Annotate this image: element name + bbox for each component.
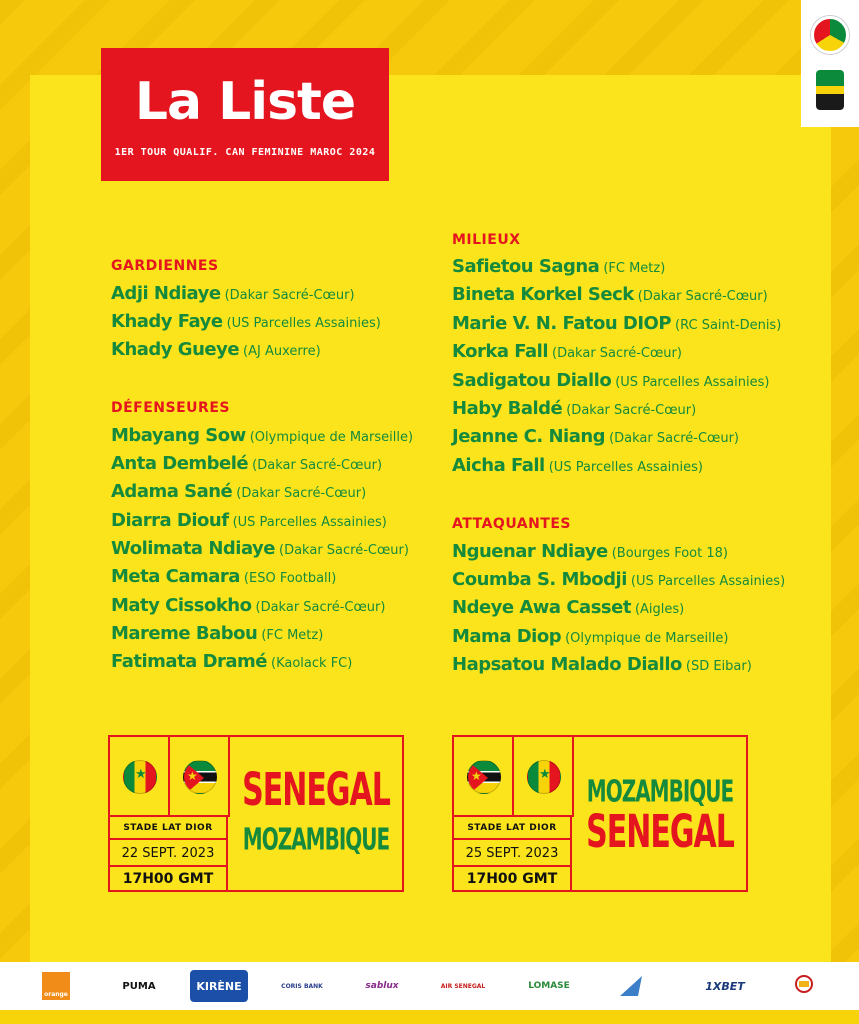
sail-logo-icon (616, 972, 646, 1000)
player-club: (FC Metz) (261, 628, 324, 643)
player-item (111, 481, 366, 502)
fsf-logo-icon (811, 16, 849, 54)
flag-cell (110, 737, 170, 817)
match-card (108, 735, 404, 892)
match-team-home: MOZAMBIQUE (586, 773, 734, 809)
player-name: Haby Baldé (452, 398, 563, 419)
player-name: Adji Ndiaye (111, 283, 221, 304)
flag-cell (170, 737, 230, 817)
player-club: (Olympique de Marseille) (249, 430, 414, 445)
player-name: Hapsatou Malado Diallo (452, 654, 682, 675)
lomase-logo: LOMASE (528, 981, 570, 991)
player-name: Korka Fall (452, 341, 548, 362)
player-club: (Dakar Sacré-Cœur) (255, 600, 386, 615)
player-club: (FC Metz) (603, 261, 666, 276)
player-item (111, 538, 409, 559)
player-item (452, 541, 728, 562)
player-item (452, 626, 728, 647)
page-title: La Liste (134, 72, 356, 132)
footer-strip (0, 1010, 859, 1024)
match-date: 22 SEPT. 2023 (110, 840, 228, 867)
player-name: Fatimata Dramé (111, 651, 268, 672)
senegal-flag-icon (527, 760, 561, 794)
player-club: (ESO Football) (243, 571, 337, 586)
player-item (452, 284, 768, 305)
player-club: (AJ Auxerre) (243, 344, 321, 359)
player-name: Khady Gueye (111, 339, 240, 360)
match-time: 17H00 GMT (454, 867, 572, 892)
player-name: Marie V. N. Fatou DIOP (452, 313, 672, 334)
player-item (452, 569, 785, 590)
match-venue: STADE LAT DIOR (454, 817, 572, 840)
sablux-logo: sablux (365, 981, 399, 991)
player-club: (Dakar Sacré-Cœur) (252, 458, 383, 473)
player-club: (Dakar Sacré-Cœur) (279, 543, 409, 558)
player-name: Anta Dembelé (111, 453, 249, 474)
flag-cell (454, 737, 514, 817)
match-venue: STADE LAT DIOR (110, 817, 228, 840)
player-name: Safietou Sagna (452, 256, 600, 277)
player-club: (SD Eibar) (685, 659, 752, 674)
air-senegal-logo: AIR SENEGAL (440, 982, 486, 990)
player-club: (Dakar Sacré-Cœur) (637, 289, 768, 304)
player-item (111, 425, 413, 446)
player-item (111, 339, 321, 360)
player-item (452, 597, 684, 618)
section-title-attaquantes: ATTAQUANTES (452, 516, 572, 532)
player-item (452, 654, 752, 675)
player-item (111, 283, 355, 304)
player-name: Mbayang Sow (111, 425, 246, 446)
player-item (111, 510, 387, 531)
player-club: (US Parcelles Assainies) (548, 460, 703, 475)
mozambique-flag-icon (467, 760, 501, 794)
player-club: (US Parcelles Assainies) (232, 515, 387, 530)
sponsor-bar (0, 962, 859, 1010)
federation-logos (801, 0, 859, 127)
player-name: Ndeye Awa Casset (452, 597, 631, 618)
player-name: Nguenar Ndiaye (452, 541, 608, 562)
player-name: Aicha Fall (452, 455, 545, 476)
player-club: (Dakar Sacré-Cœur) (552, 346, 682, 361)
player-name: Adama Sané (111, 481, 233, 502)
match-team-away: MOZAMBIQUE (242, 821, 390, 857)
player-club: (Dakar Sacré-Cœur) (609, 431, 739, 446)
match-date: 25 SEPT. 2023 (454, 840, 572, 867)
partner-logo-icon (790, 972, 818, 1000)
section-title-milieux: MILIEUX (452, 232, 521, 248)
player-club: (Dakar Sacré-Cœur) (566, 403, 697, 418)
orange-logo: orange (42, 972, 70, 1000)
player-name: Maty Cissokho (111, 595, 252, 616)
player-item (111, 566, 336, 587)
player-name: Diarra Diouf (111, 510, 229, 531)
player-name: Mama Diop (452, 626, 562, 647)
player-item (452, 341, 682, 362)
coris-bank-logo: CORIS BANK (281, 982, 323, 990)
player-name: Meta Camara (111, 566, 240, 587)
player-item (452, 256, 665, 277)
player-name: Bineta Korkel Seck (452, 284, 634, 305)
player-club: (US Parcelles Assainies) (630, 574, 786, 589)
player-club: (Dakar Sacré-Cœur) (236, 486, 367, 501)
puma-logo: PUMA (122, 980, 156, 992)
title-banner (101, 48, 389, 181)
player-item (111, 595, 385, 616)
player-item (452, 370, 769, 391)
player-club: (RC Saint-Denis) (675, 318, 782, 333)
1xbet-logo: 1XBET (705, 979, 745, 993)
player-club: (Bourges Foot 18) (611, 546, 728, 561)
player-item (452, 426, 739, 447)
player-name: Khady Faye (111, 311, 223, 332)
player-name: Wolimata Ndiaye (111, 538, 275, 559)
senegal-flag-icon (123, 760, 157, 794)
section-title-gardiennes: GARDIENNES (111, 258, 219, 274)
match-time: 17H00 GMT (110, 867, 228, 892)
player-item (111, 651, 352, 672)
player-item (111, 623, 323, 644)
player-name: Jeanne C. Niang (452, 426, 606, 447)
player-club: (US Parcelles Assainies) (226, 316, 381, 331)
player-item (111, 453, 382, 474)
section-title-defenseures: DÉFENSEURES (111, 400, 230, 416)
player-club: (Dakar Sacré-Cœur) (224, 288, 355, 303)
match-team-home: SENEGAL (242, 764, 390, 817)
player-item (452, 398, 696, 419)
player-club: (Olympique de Marseille) (565, 631, 729, 646)
player-item (452, 313, 781, 334)
player-club: (Aigles) (634, 602, 685, 617)
player-item (111, 311, 381, 332)
mozambique-flag-icon (183, 760, 217, 794)
caf-logo-icon (816, 70, 844, 110)
player-name: Sadigatou Diallo (452, 370, 612, 391)
player-name: Mareme Babou (111, 623, 258, 644)
match-card (452, 735, 748, 892)
kirene-logo: KIRÈNE (190, 970, 248, 1002)
player-club: (US Parcelles Assainies) (615, 375, 770, 390)
player-club: (Kaolack FC) (271, 656, 353, 671)
page-subtitle: 1ER TOUR QUALIF. CAN FEMININE MAROC 2024 (114, 147, 376, 158)
player-item (452, 455, 703, 476)
flag-cell (514, 737, 574, 817)
match-team-away: SENEGAL (586, 806, 734, 859)
player-name: Coumba S. Mbodji (452, 569, 627, 590)
